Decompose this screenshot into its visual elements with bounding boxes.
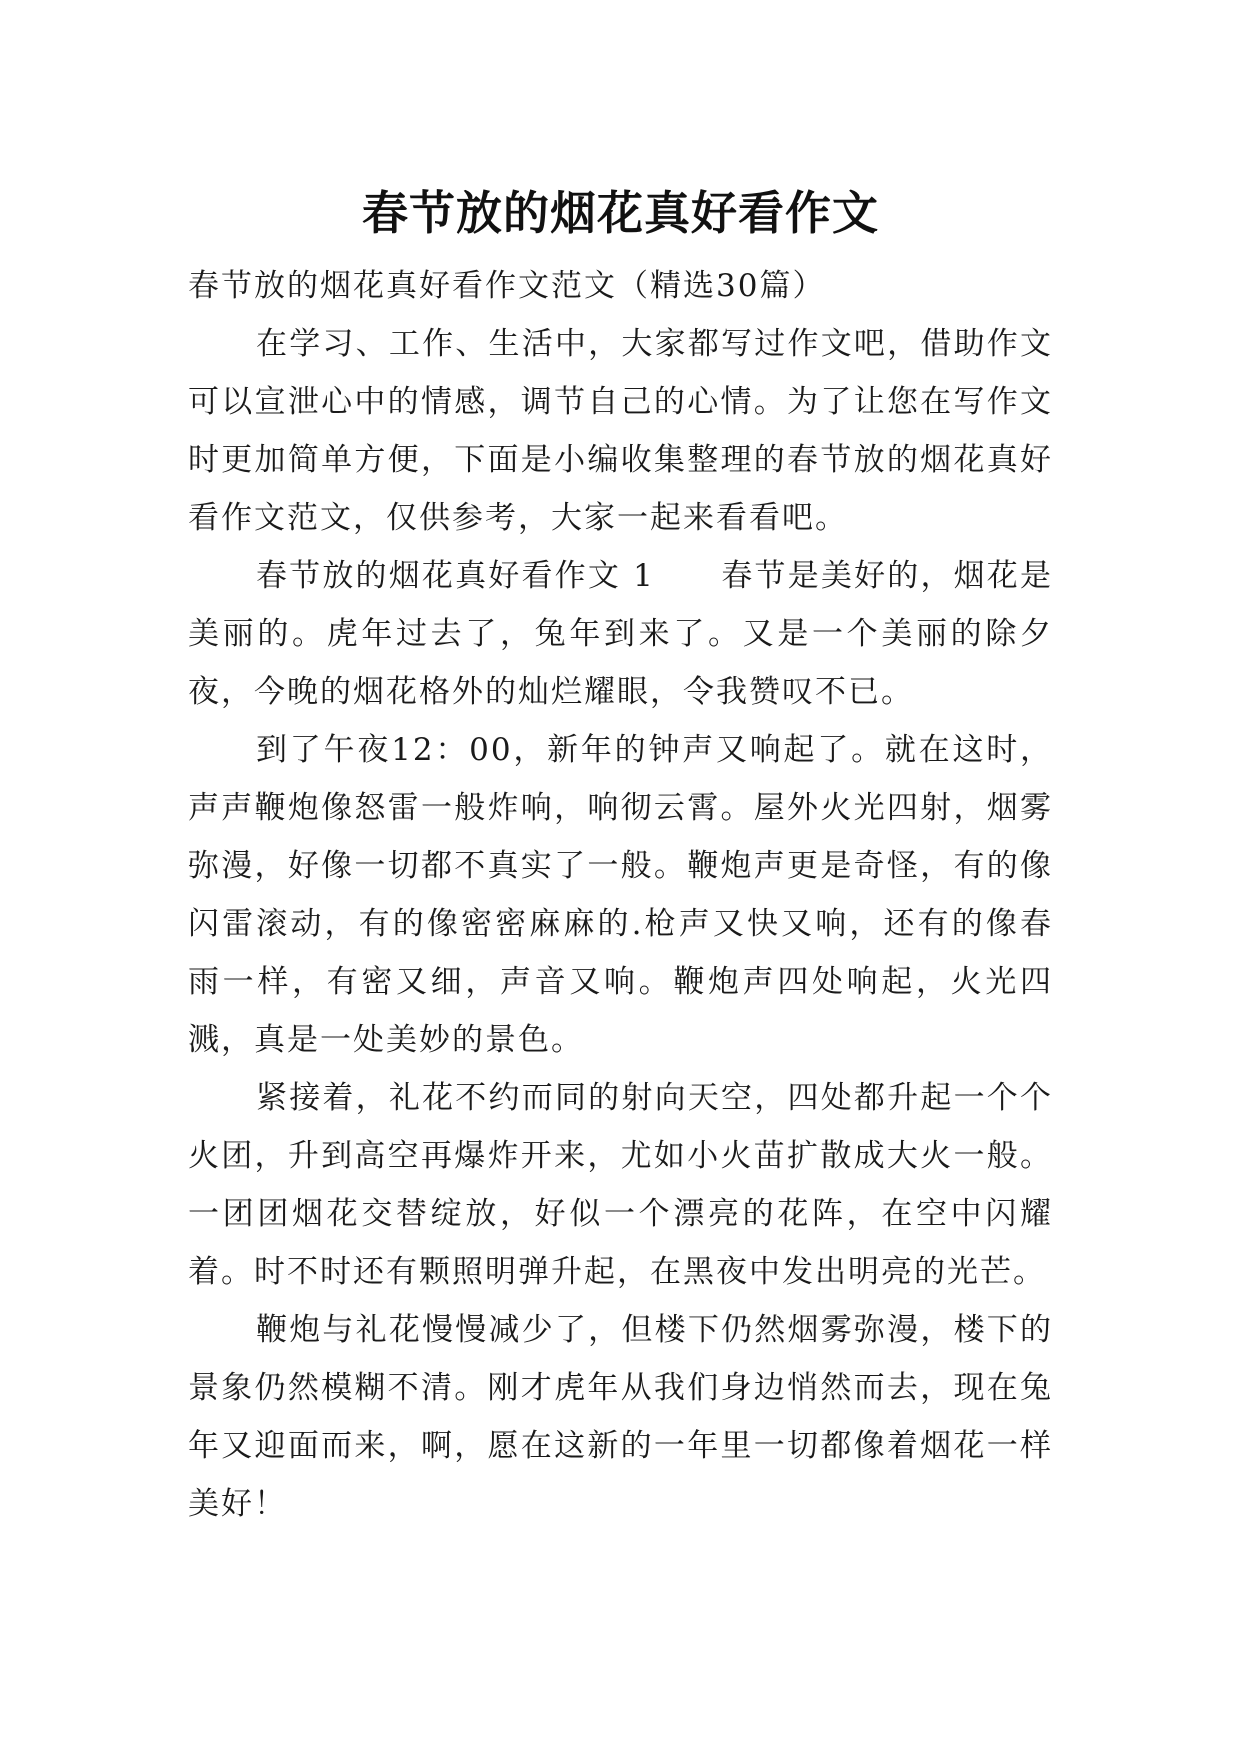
- paragraph-fireworks: 紧接着，礼花不约而同的射向天空，四处都升起一个个火团，升到高空再爆炸开来，尤如小火苗扩散成大火一般。一团团烟花交替绽放，好似一个漂亮的花阵，在空中闪耀着。时不时还有颗照明弹升起，在黑夜中发出明亮的光芒。: [188, 1080, 1053, 1290]
- paragraph-essay-1-opening: 春节放的烟花真好看作文 1 春节是美好的，烟花是美丽的。虎年过去了，兔年到来了。又是一个美丽的除夕夜，今晚的烟花格外的灿烂耀眼，令我赞叹不已。: [188, 558, 1053, 710]
- document-subtitle: 春节放的烟花真好看作文范文（精选30篇）: [188, 268, 826, 304]
- document-body: [188, 257, 1053, 1533]
- paragraph-closing: 鞭炮与礼花慢慢减少了，但楼下仍然烟雾弥漫，楼下的景象仍然模糊不清。刚才虎年从我们身边悄然而去，现在兔年又迎面而来，啊，愿在这新的一年里一切都像着烟花一样美好！: [188, 1312, 1053, 1522]
- paragraph-intro: 在学习、工作、生活中，大家都写过作文吧，借助作文可以宣泄心中的情感，调节自己的心情。为了让您在写作文时更加简单方便，下面是小编收集整理的春节放的烟花真好看作文范文，仅供参考，大家一起来看看吧。: [188, 326, 1053, 536]
- paragraph-midnight: 到了午夜12：00，新年的钟声又响起了。就在这时，声声鞭炮像怒雷一般炸响，响彻云霄。屋外火光四射，烟雾弥漫，好像一切都不真实了一般。鞭炮声更是奇怪，有的像闪雷滚动，有的像密密麻麻的.枪声又快又响，还有的像春雨一样，有密又细，声音又响。鞭炮声四处响起，火光四溅，真是一处美妙的景色。: [188, 732, 1053, 1058]
- document-title: 春节放的烟花真好看作文: [362, 185, 879, 240]
